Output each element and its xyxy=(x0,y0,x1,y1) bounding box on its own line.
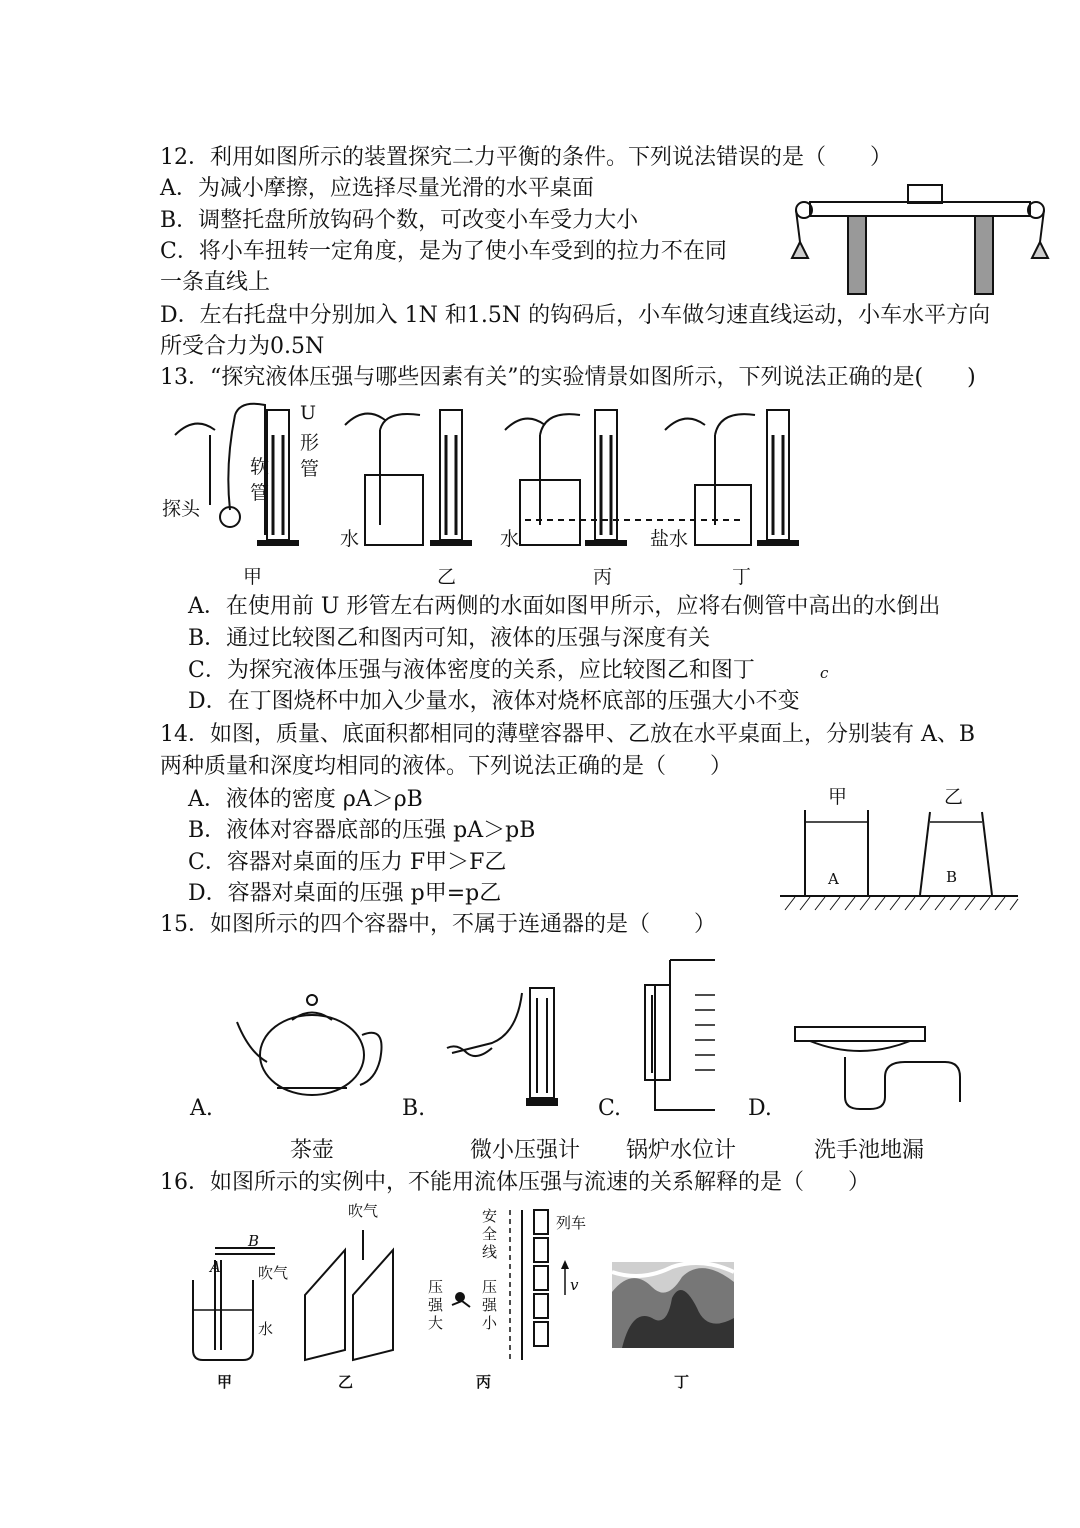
q15-option-b[interactable]: B. xyxy=(402,1096,426,1121)
q12-option-c-cont: 一条直线上 xyxy=(160,270,271,295)
q16-label-train: 列车 xyxy=(556,1214,587,1232)
q15-option-d[interactable]: D. xyxy=(748,1096,772,1121)
q16-label-blow-yi: 吹气 xyxy=(348,1202,379,1220)
q16-low-pressure-2: 强 xyxy=(482,1296,498,1314)
q14-option-b[interactable]: B．液体对容器底部的压强 pA＞pB xyxy=(188,818,536,843)
q14-label-a: A xyxy=(828,870,839,888)
q13-stem: 13．“探究液体压强与哪些因素有关”的实验情景如图所示，下列说法正确的是( ) xyxy=(160,365,976,390)
q13-caption-yi: 乙 xyxy=(437,566,457,588)
q16-safety-line-1: 安 xyxy=(482,1207,498,1225)
q13-caption-jia: 甲 xyxy=(243,566,263,588)
q13-handwritten-mark: c xyxy=(820,664,829,682)
q13-option-d[interactable]: D．在丁图烧杯中加入少量水，液体对烧杯底部的压强大小不变 xyxy=(188,689,800,714)
q16-paper-sheets-figure xyxy=(295,1220,415,1370)
q16-photo-figure xyxy=(612,1262,734,1348)
q15-caption-gauge: 微小压强计 xyxy=(470,1138,581,1163)
q15-caption-teapot: 茶壶 xyxy=(290,1138,335,1163)
q16-label-blow-jia: 吹气 xyxy=(258,1264,289,1282)
q13-option-b[interactable]: B．通过比较图乙和图丙可知，液体的压强与深度有关 xyxy=(188,626,711,651)
q16-caption-bing: 丙 xyxy=(476,1373,492,1391)
q16-high-pressure-2: 强 xyxy=(428,1296,444,1314)
q13-label-water-yi: 水 xyxy=(340,528,360,550)
q16-stem: 16．如图所示的实例中，不能用流体压强与流速的关系解释的是（ ） xyxy=(160,1170,870,1195)
q12-stem: 12．利用如图所示的装置探究二力平衡的条件。下列说法错误的是（ ） xyxy=(160,145,892,170)
q12-option-d[interactable]: D．左右托盘中分别加入 1N 和1.5N 的钩码后，小车做匀速直线运动，小车水平方向 xyxy=(160,303,991,328)
q14-stem-line1: 14．如图，质量、底面积都相同的薄壁容器甲、乙放在水平桌面上，分别装有 A、B xyxy=(160,722,976,747)
q16-caption-yi: 乙 xyxy=(338,1373,354,1391)
q16-label-water: 水 xyxy=(258,1320,274,1338)
q14-label-jia: 甲 xyxy=(828,786,848,808)
q15-option-c[interactable]: C. xyxy=(598,1096,622,1121)
q15-option-a[interactable]: A. xyxy=(190,1096,213,1121)
q13-option-a[interactable]: A．在使用前 U 形管左右两侧的水面如图甲所示，应将右侧管中高出的水倒出 xyxy=(188,594,941,619)
micro-pressure-gauge-icon xyxy=(442,978,572,1113)
q13-option-c[interactable]: C．为探究液体压强与液体密度的关系，应比较图乙和图丁 xyxy=(188,658,755,683)
q12-balance-apparatus-figure xyxy=(790,180,1060,300)
q16-safety-line-3: 线 xyxy=(482,1243,498,1261)
q13-label-saltwater: 盐水 xyxy=(650,528,689,550)
q15-stem: 15．如图所示的四个容器中，不属于连通器的是（ ） xyxy=(160,912,716,937)
q13-label-guan: 管 xyxy=(300,458,320,480)
q16-safety-line-2: 全 xyxy=(482,1225,498,1243)
q15-caption-drain: 洗手池地漏 xyxy=(814,1138,925,1163)
q13-label-guan2: 管 xyxy=(250,482,270,504)
q14-label-b: B xyxy=(946,868,958,886)
q14-stem-line2: 两种质量和深度均相同的液体。下列说法正确的是（ ） xyxy=(160,754,733,779)
q15-caption-boiler: 锅炉水位计 xyxy=(626,1138,737,1163)
q13-caption-bing: 丙 xyxy=(593,566,613,588)
q13-label-ruan: 软 xyxy=(250,456,270,478)
teapot-icon xyxy=(232,990,387,1105)
q16-low-pressure-3: 小 xyxy=(482,1314,498,1332)
q12-option-d-cont: 所受合力为0.5N xyxy=(160,334,325,359)
q16-low-pressure-1: 压 xyxy=(482,1278,498,1296)
q14-option-c[interactable]: C．容器对桌面的压力 F甲＞F乙 xyxy=(188,850,507,875)
q16-caption-ding: 丁 xyxy=(674,1373,690,1391)
q13-label-probe: 探头 xyxy=(162,498,201,520)
q13-label-xing: 形 xyxy=(300,432,320,454)
q16-label-v: v xyxy=(570,1276,579,1294)
q13-label-u: U xyxy=(300,402,317,424)
q16-caption-jia: 甲 xyxy=(217,1373,233,1391)
q16-label-a: A xyxy=(210,1258,221,1276)
q13-label-water-bing: 水 xyxy=(500,528,520,550)
q12-option-c[interactable]: C．将小车扭转一定角度，是为了使小车受到的拉力不在同 xyxy=(160,239,727,264)
q16-straw-beaker-figure xyxy=(185,1230,285,1365)
q16-high-pressure-3: 大 xyxy=(428,1314,444,1332)
boiler-water-gauge-icon xyxy=(640,955,720,1115)
q14-option-d[interactable]: D．容器对桌面的压强 p甲=p乙 xyxy=(188,881,502,906)
q16-high-pressure-1: 压 xyxy=(428,1278,444,1296)
q14-label-yi: 乙 xyxy=(944,786,964,808)
q16-label-b: B xyxy=(248,1232,260,1250)
q12-option-b[interactable]: B．调整托盘所放钩码个数，可改变小车受力大小 xyxy=(160,208,639,233)
q13-caption-ding: 丁 xyxy=(732,566,752,588)
sink-drain-icon xyxy=(790,1022,970,1112)
q12-option-a[interactable]: A．为减小摩擦，应选择尽量光滑的水平桌面 xyxy=(160,176,594,201)
q14-option-a[interactable]: A．液体的密度 ρA＞ρB xyxy=(188,787,423,812)
q14-containers-figure xyxy=(780,800,1020,915)
